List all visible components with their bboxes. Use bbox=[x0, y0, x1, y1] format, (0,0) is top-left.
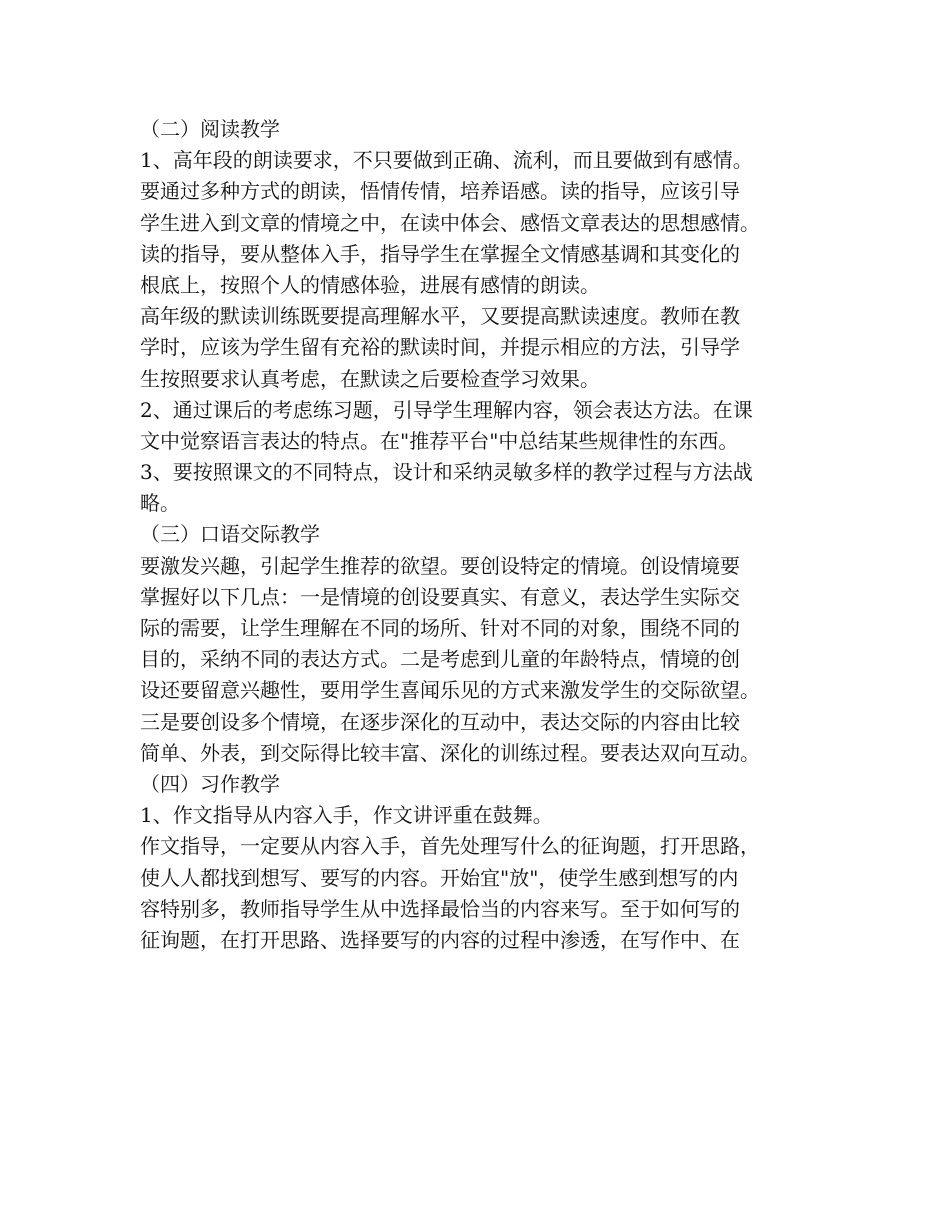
text-line: 文中觉察语言表达的特点。在"推荐平台"中总结某些规律性的东西。 bbox=[140, 428, 739, 453]
text-line: 际的需要，让学生理解在不同的场所、针对不同的对象，围绕不同的 bbox=[140, 616, 740, 640]
text-line: 学生进入到文章的情境之中，在读中体会、感悟文章表达的思想感情。 bbox=[140, 210, 760, 235]
text-line: 1、作文指导从内容入手，作文讲评重在鼓舞。 bbox=[140, 803, 553, 828]
section-heading-reading: （二）阅读教学 bbox=[140, 117, 280, 141]
text-line: 简单、外表，到交际得比较丰富、深化的训练过程。要表达双向互动。 bbox=[140, 740, 760, 765]
document-body bbox=[140, 114, 820, 956]
text-line: 设还要留意兴趣性，要用学生喜闻乐见的方式来激发学生的交际欲望。 bbox=[140, 678, 760, 703]
text-line: 作文指导，一定要从内容入手，首先处理写什么的征询题，打开思路， bbox=[140, 834, 760, 859]
text-line: 根底上，按照个人的情感体验，进展有感情的朗读。 bbox=[140, 272, 600, 297]
text-line: 容特别多，教师指导学生从中选择最恰当的内容来写。至于如何写的 bbox=[140, 896, 740, 921]
text-line: 2、通过课后的考虑练习题，引导学生理解内容，领会表达方法。在课 bbox=[140, 397, 753, 422]
text-line: 1、高年段的朗读要求，不只要做到正确、流利，而且要做到有感情。 bbox=[140, 148, 753, 173]
text-line: 学时，应该为学生留有充裕的默读时间，并提示相应的方法，引导学 bbox=[140, 335, 740, 360]
section-heading-oral: （三）口语交际教学 bbox=[140, 522, 320, 547]
text-line: 要激发兴趣，引起学生推荐的欲望。要创设特定的情境。创设情境要 bbox=[140, 553, 740, 578]
text-line: 掌握好以下几点：一是情境的创设要真实、有意义，表达学生实际交 bbox=[140, 584, 740, 609]
text-line: 要通过多种方式的朗读，悟情传情，培养语感。读的指导，应该引导 bbox=[140, 179, 740, 204]
text-line: 读的指导，要从整体入手，指导学生在掌握全文情感基调和其变化的 bbox=[140, 241, 740, 266]
text-line: 略。 bbox=[140, 491, 180, 516]
text-line: 三是要创设多个情境，在逐步深化的互动中，表达交际的内容由比较 bbox=[140, 709, 740, 734]
text-line: 生按照要求认真考虑，在默读之后要检查学习效果。 bbox=[140, 366, 600, 391]
text-line: 高年级的默读训练既要提高理解水平，又要提高默读速度。教师在教 bbox=[140, 304, 740, 329]
text-line: 征询题，在打开思路、选择要写的内容的过程中渗透，在写作中、在 bbox=[140, 927, 740, 952]
section-heading-writing: （四）习作教学 bbox=[140, 771, 280, 796]
text-line: 目的，采纳不同的表达方式。二是考虑到儿童的年龄特点，情境的创 bbox=[140, 647, 740, 672]
text-line: 使人人都找到想写、要写的内容。开始宜"放"，使学生感到想写的内 bbox=[140, 865, 739, 890]
text-line: 3、要按照课文的不同特点，设计和采纳灵敏多样的教学过程与方法战 bbox=[140, 460, 753, 485]
